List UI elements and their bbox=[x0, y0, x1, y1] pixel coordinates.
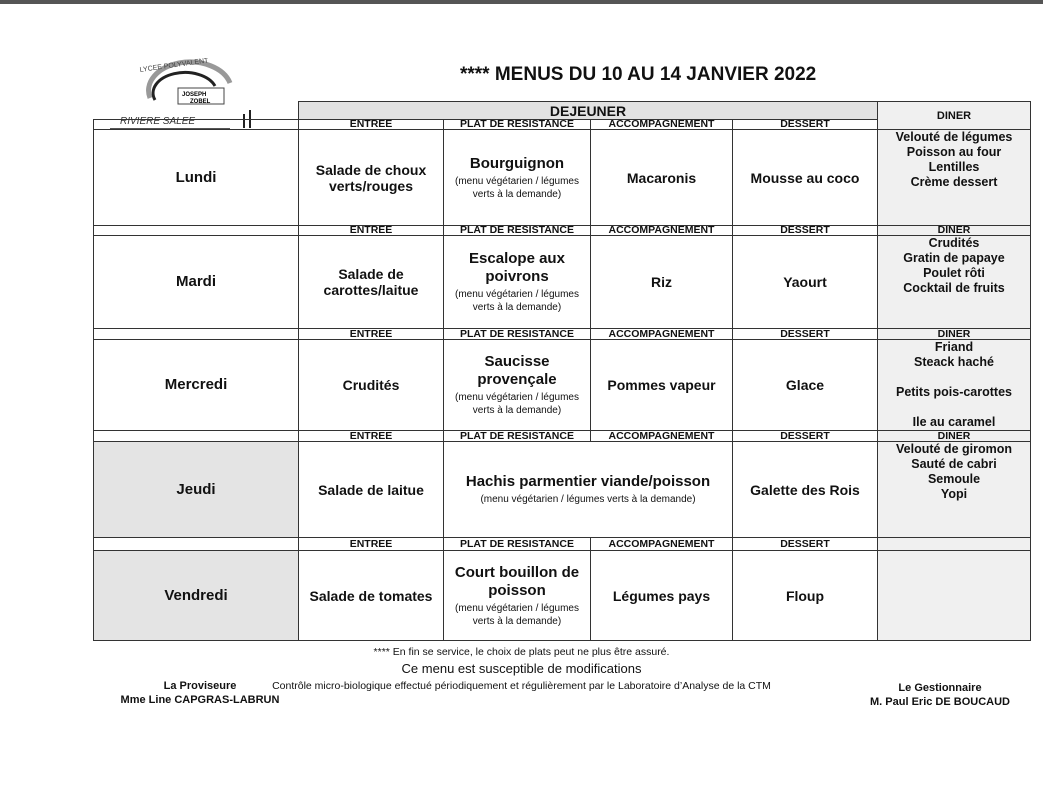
dessert-header: DESSERT bbox=[733, 120, 878, 130]
day-label: Vendredi bbox=[94, 551, 299, 641]
diner-cell: Velouté de giromon Sauté de cabri Semoule Yopi bbox=[878, 442, 1031, 538]
gestionnaire-name: M. Paul Eric DE BOUCAUD bbox=[870, 696, 1010, 708]
dessert-cell: Glace bbox=[733, 340, 878, 431]
accompagnement-header: ACCOMPAGNEMENT bbox=[591, 226, 733, 236]
plat-name: Escalope aux poivrons bbox=[469, 250, 565, 285]
entree-cell: Salade de tomates bbox=[299, 551, 444, 641]
column-header-row bbox=[94, 329, 1031, 340]
svg-text:JOSEPH: JOSEPH bbox=[182, 92, 207, 98]
plat-name: Hachis parmentier viande/poisson bbox=[465, 473, 711, 490]
day-row bbox=[94, 236, 1031, 329]
plat-name: Court bouillon de poisson bbox=[454, 563, 580, 599]
scan-top-edge bbox=[0, 0, 1043, 4]
blank-cell bbox=[94, 538, 299, 551]
page-title: **** MENUS DU 10 AU 14 JANVIER 2022 bbox=[460, 64, 817, 85]
plat-header: PLAT DE RESISTANCE bbox=[444, 431, 591, 442]
vegetarian-note: (menu végétarien / légumes verts à la demande) bbox=[455, 602, 579, 627]
diner-cell bbox=[878, 551, 1031, 641]
day-label: Jeudi bbox=[94, 442, 299, 538]
accompagnement-cell: Riz bbox=[591, 236, 733, 329]
day-label: Mercredi bbox=[94, 340, 299, 431]
proviseure-role: La Proviseure bbox=[163, 680, 237, 692]
accompagnement-cell: Macaronis bbox=[591, 130, 733, 226]
column-header-row bbox=[94, 226, 1031, 236]
service-note: **** En fin se service, le choix de plats peut ne plus être assuré. bbox=[373, 646, 670, 658]
day-row bbox=[94, 551, 1031, 641]
day-label: Mardi bbox=[94, 236, 299, 329]
day-label: Lundi bbox=[94, 130, 299, 226]
diner-cell: Friand Steack haché Petits pois-carottes Ile au caramel bbox=[878, 340, 1031, 431]
dessert-header: DESSERT bbox=[733, 329, 878, 340]
entree-cell: Salade de carottes/laitue bbox=[299, 236, 444, 329]
plat-cell bbox=[444, 551, 591, 641]
plat-cell bbox=[444, 236, 591, 329]
plat-header: PLAT DE RESISTANCE bbox=[444, 329, 591, 340]
accompagnement-cell: Légumes pays bbox=[591, 551, 733, 641]
svg-text:ZOBEL: ZOBEL bbox=[190, 99, 211, 105]
gestionnaire-role: Le Gestionnaire bbox=[898, 682, 982, 694]
entree-header: ENTREE bbox=[299, 431, 444, 442]
day-row bbox=[94, 130, 1031, 226]
accompagnement-cell: Pommes vapeur bbox=[591, 340, 733, 431]
plat-header: PLAT DE RESISTANCE bbox=[444, 226, 591, 236]
dessert-cell: Galette des Rois bbox=[733, 442, 878, 538]
blank-cell bbox=[94, 431, 299, 442]
day-row bbox=[94, 442, 1031, 538]
entree-header: ENTREE bbox=[299, 226, 444, 236]
diner-header: DINER bbox=[878, 329, 1031, 340]
plat-cell bbox=[444, 130, 591, 226]
plat-name: Saucisse provençale bbox=[477, 353, 557, 388]
svg-text:LYCEE POLYVALENT: LYCEE POLYVALENT bbox=[139, 58, 209, 74]
vegetarian-note: (menu végétarien / légumes verts à la demande) bbox=[455, 175, 579, 200]
diner-header bbox=[878, 538, 1031, 551]
vegetarian-note: (menu végétarien / légumes verts à la demande) bbox=[455, 289, 579, 313]
plat-cell bbox=[444, 442, 733, 538]
entree-header: ENTREE bbox=[299, 538, 444, 551]
menu-table bbox=[93, 101, 1031, 641]
plat-cell bbox=[444, 340, 591, 431]
blank-cell bbox=[94, 102, 299, 120]
vegetarian-note: (menu végétarien / légumes verts à la demande) bbox=[455, 392, 579, 416]
dejeuner-header: DEJEUNER bbox=[299, 102, 878, 120]
day-row bbox=[94, 340, 1031, 431]
control-note: Contrôle micro-biologique effectué périodiquement et régulièrement par le Laboratoire d’Analyse de la CTM bbox=[272, 680, 771, 692]
proviseure-name: Mme Line CAPGRAS-LABRUN bbox=[120, 694, 280, 706]
accompagnement-header: ACCOMPAGNEMENT bbox=[591, 120, 733, 130]
svg-text:RIVIERE SALEE: RIVIERE SALEE bbox=[120, 116, 196, 127]
dessert-header: DESSERT bbox=[733, 431, 878, 442]
accompagnement-header: ACCOMPAGNEMENT bbox=[591, 538, 733, 551]
blank-cell bbox=[94, 329, 299, 340]
dessert-header: DESSERT bbox=[733, 538, 878, 551]
column-header-row bbox=[94, 431, 1031, 442]
plat-header: PLAT DE RESISTANCE bbox=[444, 120, 591, 130]
entree-header: ENTREE bbox=[299, 120, 444, 130]
diner-cell: Crudités Gratin de papaye Poulet rôti Cocktail de fruits bbox=[878, 236, 1031, 329]
diner-cell: Velouté de légumes Poisson au four Lentilles Crème dessert bbox=[878, 130, 1031, 226]
dessert-cell: Yaourt bbox=[733, 236, 878, 329]
blank-cell bbox=[94, 120, 299, 130]
plat-name: Bourguignon bbox=[469, 154, 565, 172]
modification-note: Ce menu est susceptible de modifications bbox=[401, 661, 642, 676]
diner-header: DINER bbox=[878, 226, 1031, 236]
blank-cell bbox=[94, 226, 299, 236]
entree-header: ENTREE bbox=[299, 329, 444, 340]
dessert-header: DESSERT bbox=[733, 226, 878, 236]
dessert-cell: Floup bbox=[733, 551, 878, 641]
entree-cell: Salade de laitue bbox=[299, 442, 444, 538]
column-header-row bbox=[94, 538, 1031, 551]
entree-cell: Crudités bbox=[299, 340, 444, 431]
plat-header: PLAT DE RESISTANCE bbox=[444, 538, 591, 551]
entree-cell: Salade de choux verts/rouges bbox=[299, 130, 444, 226]
dessert-cell: Mousse au coco bbox=[733, 130, 878, 226]
accompagnement-header: ACCOMPAGNEMENT bbox=[591, 431, 733, 442]
accompagnement-header: ACCOMPAGNEMENT bbox=[591, 329, 733, 340]
vegetarian-note: (menu végétarien / légumes verts à la demande) bbox=[480, 494, 696, 505]
diner-header: DINER bbox=[878, 431, 1031, 442]
diner-header: DINER bbox=[878, 102, 1031, 130]
